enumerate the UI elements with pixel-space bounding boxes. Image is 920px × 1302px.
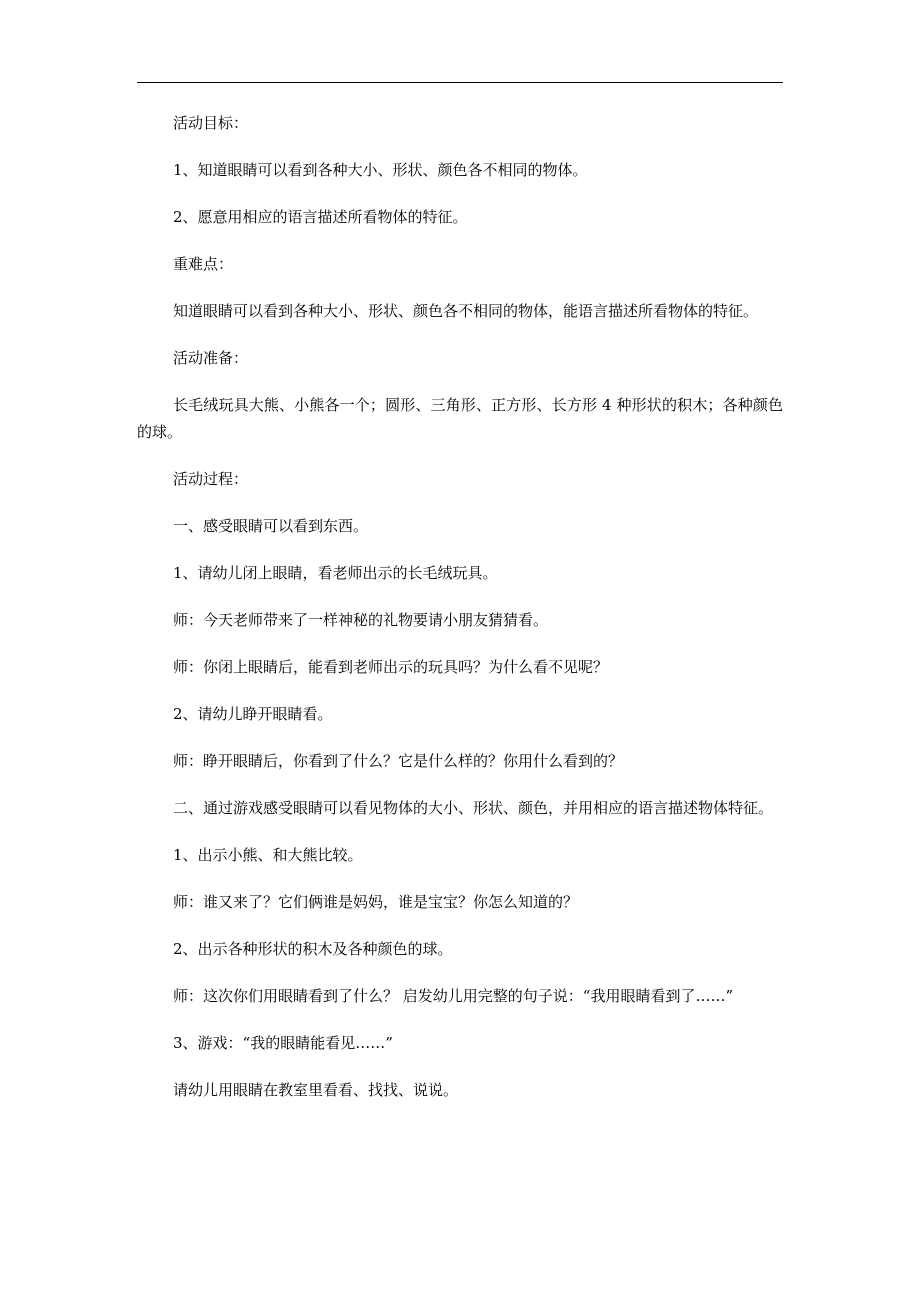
process-part-1-step-2: 2、请幼儿睁开眼睛看。 <box>173 705 333 723</box>
document-body <box>137 110 783 1124</box>
teacher-line-3: 师：睁开眼睛后，你看到了什么？它是什么样的？你用什么看到的？ <box>173 752 624 770</box>
process-part-2-step-1: 1、出示小熊、和大熊比较。 <box>173 846 363 864</box>
section-heading-preparation: 活动准备： <box>173 349 249 367</box>
process-part-2-step-2: 2、出示各种形状的积木及各种颜色的球。 <box>173 940 453 958</box>
preparation-text: 长毛绒玩具大熊、小熊各一个；圆形、三角形、正方形、长方形 4 种形状的积木；各种颜色的球。 <box>137 396 783 441</box>
process-part-1-step-1: 1、请幼儿闭上眼睛，看老师出示的长毛绒玩具。 <box>173 564 498 582</box>
teacher-line-1: 师：今天老师带来了一样神秘的礼物要请小朋友猜猜看。 <box>173 611 549 629</box>
section-heading-goals: 活动目标： <box>173 114 249 132</box>
teacher-line-2: 师：你闭上眼睛后，能看到老师出示的玩具吗？为什么看不见呢？ <box>173 658 609 676</box>
goal-item-2: 2、愿意用相应的语言描述所看物体的特征。 <box>173 208 468 226</box>
header-rule <box>137 82 783 83</box>
teacher-line-4: 师：谁又来了？它们俩谁是妈妈，谁是宝宝？你怎么知道的？ <box>173 893 579 911</box>
section-heading-key-points: 重难点： <box>173 255 234 273</box>
section-heading-process: 活动过程： <box>173 470 249 488</box>
goal-item-1: 1、知道眼睛可以看到各种大小、形状、颜色各不相同的物体。 <box>173 161 588 179</box>
process-part-1-title: 一、感受眼睛可以看到东西。 <box>173 517 369 535</box>
process-part-2-step-3: 3、游戏：“我的眼睛能看见……” <box>173 1034 393 1052</box>
teacher-line-5: 师：这次你们用眼睛看到了什么？ 启发幼儿用完整的句子说：“我用眼睛看到了……” <box>173 987 734 1005</box>
key-points-text: 知道眼睛可以看到各种大小、形状、颜色各不相同的物体，能语言描述所看物体的特征。 <box>173 302 759 320</box>
game-instruction: 请幼儿用眼睛在教室里看看、找找、说说。 <box>173 1081 459 1099</box>
process-part-2-title: 二、通过游戏感受眼睛可以看见物体的大小、形状、颜色，并用相应的语言描述物体特征。 <box>173 799 774 817</box>
